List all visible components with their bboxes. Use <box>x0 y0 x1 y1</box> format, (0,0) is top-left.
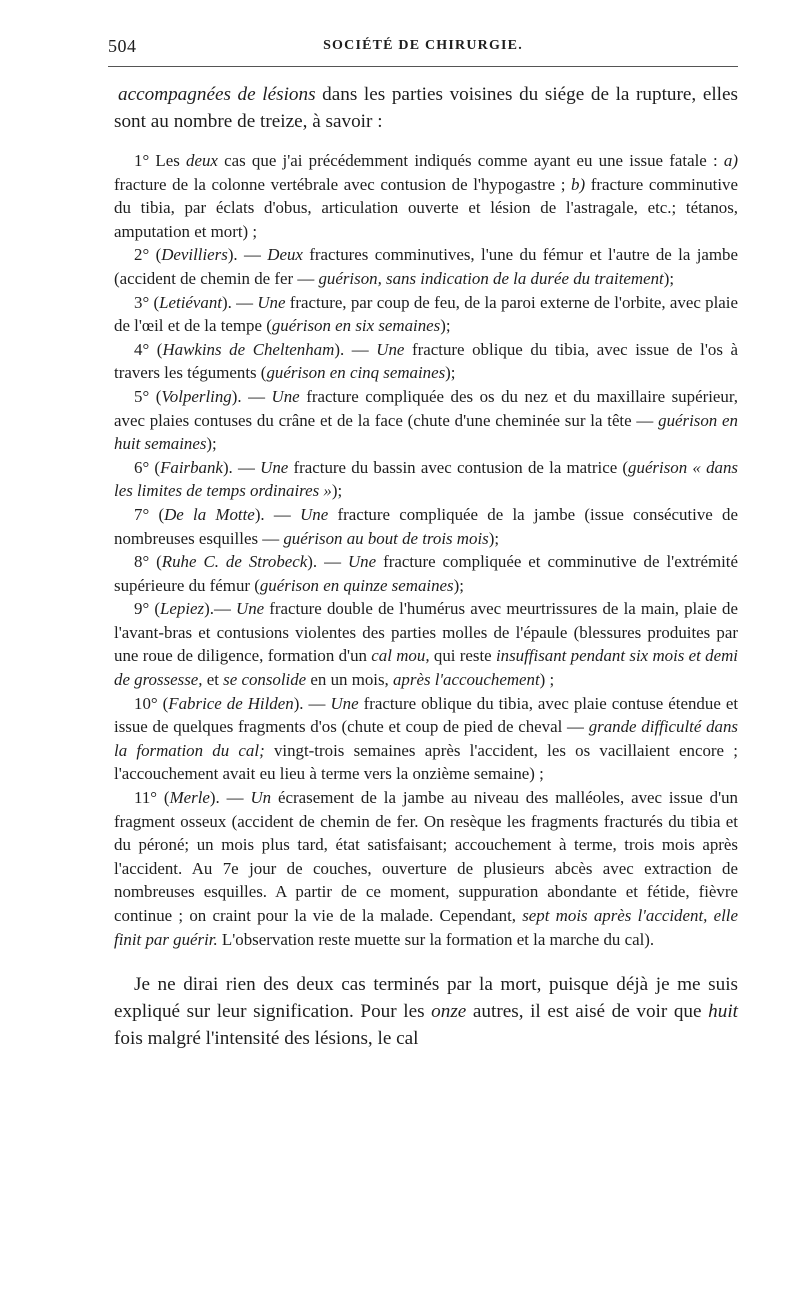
list-item: 7° (De la Motte). — Une fracture compliquée de la jambe (issue consécutive de nombreuses esquilles — guérison au bout de trois mois); <box>114 504 738 548</box>
closing-paragraph: Je ne dirai rien des deux cas terminés par la mort, puisque déjà je me suis expliqué sur leur signification. Pour les onze autres, il est aisé de voir que huit fois malgré l'intensité des lésions, le cal <box>114 974 738 1050</box>
intro-text: dans les parties voisines du siége de la rupture, elles sont au nombre de treize, à savoir : <box>114 84 738 132</box>
body-text <box>114 82 738 1066</box>
list-item: 9° (Lepiez).— Une fracture double de l'humérus avec meurtrissures de la main, plaie de l'avant-bras et contusions violentes des parties molles de l'épaule (blessures produites par une roue de diligence, formation d'un cal mou, qui reste insuffisant pendant six mois et demi de grossesse, et se consolide en un mois, après l'accouchement) ; <box>114 599 738 690</box>
list-item: 1° Les deux cas que j'ai précédemment indiqués comme ayant eu une issue fatale : a) fracture de la colonne vertébrale avec contusion de l'hypogastre ; b) fracture comminutive du tibia, par éclats d'obus, articulation ouverte et lésion de l'astragale, etc.; tétanos, amputation et mort) ; <box>114 151 739 241</box>
list-item: 3° (Letiévant). — Une fracture, par coup de feu, de la paroi externe de l'orbite, avec plaie de l'œil et de la tempe (guérison en six semaines); <box>114 292 738 336</box>
list-item: 11° (Merle). — Un écrasement de la jambe au niveau des malléoles, avec issue d'un fragment osseux (accident de chemin de fer. On resèque les fragments fracturés du tibia et du péroné; un mois plus tard, état satisfaisant; accouchement à terme, trois mois après l'accident. Au 7e jour de couches, ouverture de plusieurs abcès avec extraction de nombreuses esquilles. A partir de ce moment, suppuration abondante et fétide, fièvre continue ; on craint pour la vie de la malade. Cependant, sept mois après l'accident, elle finit par guérir. L'observation reste muette sur la formation et la marche du cal). <box>114 788 738 949</box>
intro-emphasis: accompagnées de lésions <box>118 84 316 105</box>
list-item: 4° (Hawkins de Cheltenham). — Une fracture oblique du tibia, avec issue de l'os à travers les téguments (guérison en cinq semaines); <box>114 339 738 383</box>
page-number: 504 <box>108 36 137 56</box>
page-header <box>108 36 738 60</box>
header-rule <box>108 66 738 67</box>
intro-paragraph <box>114 82 738 135</box>
list-item: 10° (Fabrice de Hilden). — Une fracture oblique du tibia, avec plaie contuse étendue et issue de quelques fragments d'os (chute et coup de pied de cheval — grande difficulté dans la formation du cal; vingt-trois semaines après l'accident, les os vacillaient encore ; l'accouchement avait eu lieu à terme vers la onzième semaine) ; <box>114 693 739 784</box>
list-item: 2° (Devilliers). — Deux fractures comminutives, l'une du fémur et l'autre de la jambe (accident de chemin de fer — guérison, sans indication de la durée du traitement); <box>114 245 738 288</box>
list-item: 5° (Volperling). — Une fracture compliquée des os du nez et du maxillaire supérieur, avec plaies contuses du crâne et de la face (chute d'une cheminée sur la tête — guérison en huit semaines); <box>114 386 738 454</box>
list-item: 8° (Ruhe C. de Strobeck). — Une fracture compliquée et comminutive de l'extrémité supérieure du fémur (guérison en quinze semaines); <box>114 552 738 595</box>
list-item: 6° (Fairbank). — Une fracture du bassin avec contusion de la matrice (guérison « dans les limites de temps ordinaires »); <box>114 457 738 501</box>
running-title: SOCIÉTÉ DE CHIRURGIE. <box>323 38 523 53</box>
